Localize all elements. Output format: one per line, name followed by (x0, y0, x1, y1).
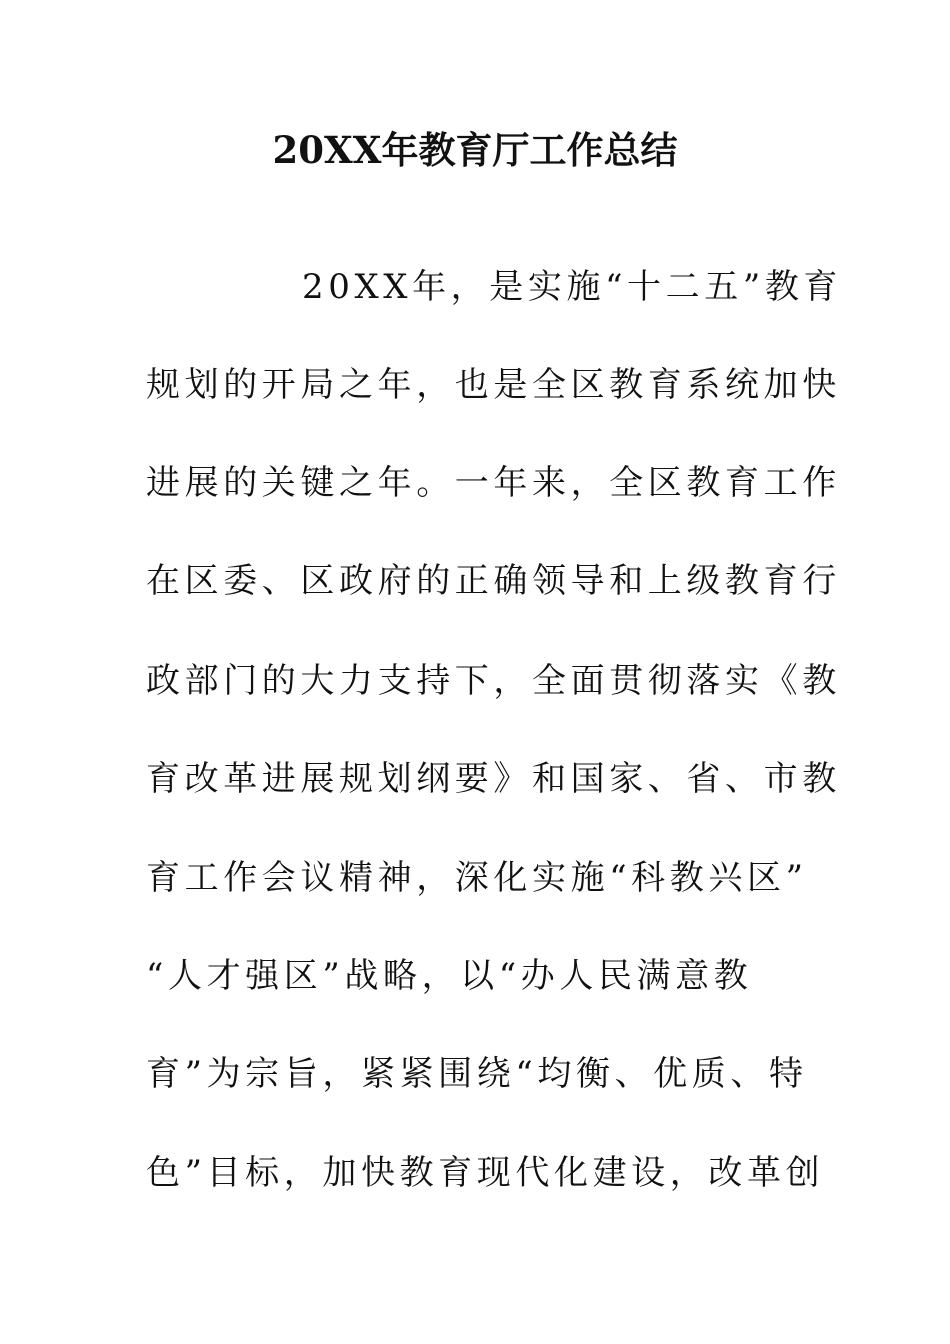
document-title: 20XX年教育厅工作总结 (272, 128, 678, 172)
paragraph-line-8: “人才强区”战略，以“办人民满意教 (146, 956, 753, 996)
paragraph-line-9: 育”为宗旨，紧紧围绕“均衡、优质、特 (146, 1054, 808, 1094)
paragraph-line-1: 20XX年，是实施“十二五”教育 (302, 267, 843, 307)
paragraph-line-6: 育改革进展规划纲要》和国家、省、市教 (146, 759, 841, 799)
paragraph-line-4: 在区委、区政府的正确领导和上级教育行 (146, 561, 841, 601)
paragraph-line-2: 规划的开局之年，也是全区教育系统加快 (146, 365, 841, 405)
paragraph-line-10: 色”目标，加快教育现代化建设，改革创 (146, 1153, 825, 1193)
paragraph-line-5: 政部门的大力支持下，全面贯彻落实《教 (146, 661, 841, 701)
paragraph-line-7: 育工作会议精神，深化实施“科教兴区” (146, 858, 808, 898)
paragraph-line-3: 进展的关键之年。一年来，全区教育工作 (146, 463, 841, 503)
